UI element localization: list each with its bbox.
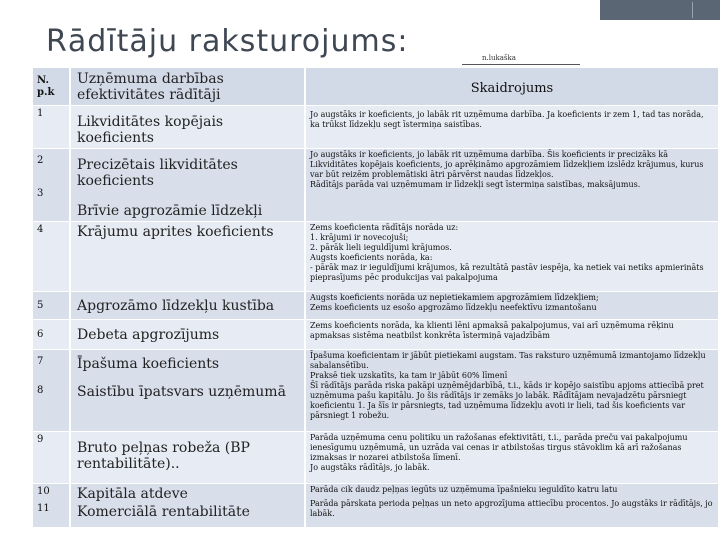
row-indicator-text: Apgrozāmo līdzekļu kustība [77,297,275,314]
row-number [33,149,70,222]
row-explanation-text: Augsts koeficients norāda, ka: [310,253,433,262]
table-row [33,292,719,320]
table-row [33,350,719,432]
table-row [33,149,719,222]
header-explanation: Skaidrojums [305,68,719,106]
row-explanation-text: Praksē tiek uzskatīts, ka tam ir jābūt 60% līmenī [310,371,508,380]
row-explanation-text: Īpašuma koeficientam ir jābūt pietiekami augstam. Tas raksturo uzņēmumā izmantojamo līdzekļu sabalansētību. [310,351,706,370]
row-number-text: 6 [37,329,44,340]
row-explanation [305,292,719,320]
row-indicator-text: Precizētais likviditātes koeficients [77,157,238,189]
row-explanation-text: Jo augstāks rādītājs, jo labāk. [310,463,430,472]
row-indicator [70,350,305,432]
row-explanation [305,350,719,432]
row-explanation [305,106,719,149]
row-explanation-text: Parāda pārskata perioda peļņas un neto apgrozījuma attiecību procentos. Jo augstāks ir rādītājs, jo labāk. [310,499,713,518]
indicators-table [33,68,720,528]
row-explanation [305,484,719,528]
row-explanation-text: 2. pārāk lieli ieguldījumi krājumos. [310,243,452,252]
row-number [33,484,70,528]
row-explanation-text: Šī rādītājs parāda riska pakāpi uzņēmējdarbībā, t.i., kāds ir kopējo saistību apjoms attiecībā pret uzņēmuma pašu kapitālu. Jo šis rādītājs ir zemāks jo labāk. Rādītājam nevajadzētu pārsniegt koeficientu 1. Ja šīs ir pārsniegts, tad uzņēmuma līdzekļu avoti ir lieli, tad šis koeficients var pārsniegt 1 robežu. [310,381,704,420]
row-explanation-text: - pārāk maz ir ieguldījumi krājumos, kā rezultātā pastāv iespēja, ka netiek vai netiks apmierināts pieprasījums pēc produkcijas vai pakalpojuma [310,263,704,282]
row-indicator [70,292,305,320]
row-explanation-text: Parāda uzņēmuma cenu politiku un ražošanas efektivitāti, t.i., parāda preču vai pakalpojumu ienesīgumu uzņēmumā, un uzrāda vai cenas ir atbilstošas tirgus stāvoklim kā arī ražošanas izmaksas ir nozarei atbilstoša līmenī. [310,433,688,462]
row-explanation-text: Zems koeficients norāda, ka klienti lēni apmaksā pakalpojumus, vai arī uzņēmuma rēķinu apmaksas sistēma neatbilst konkrēta īstermiņā vajadzībām [310,321,674,340]
row-explanation-text: Rādītājs parāda vai uzņēmumam ir līdzekļi segt īstermiņa saistības, maksājumus. [310,180,641,189]
row-indicator [70,149,305,222]
header-num [33,68,70,106]
slide-author: n.lukaška [482,54,516,62]
row-number-text: 7 [37,356,44,367]
row-number-text: 9 [37,434,44,445]
row-explanation-text: Zems koeficienta rādītājs norāda uz: [310,223,459,232]
top-bar [0,0,720,20]
row-indicator-text: Saistību īpatsvars uzņēmumā [77,384,286,400]
row-explanation-text: Parāda cik daudz peļņas iegūts uz uzņēmuma īpašnieku ieguldīto katru latu [310,485,618,494]
table-row [33,432,719,484]
row-indicator-text: Kapitāla atdeve [77,486,188,502]
table-row [33,484,719,528]
author-underline [462,64,580,65]
table-header-row [33,68,719,106]
row-number [33,350,70,432]
row-indicator [70,222,305,292]
row-explanation [305,320,719,350]
row-number [33,292,70,320]
row-explanation-text: 1. krājumi ir novecojuši; [310,233,409,242]
row-indicator-text: Debeta apgrozījums [77,326,220,343]
left-margin [0,68,33,498]
row-number-text: 8 [37,385,44,396]
row-number-text: 10 [37,486,50,497]
row-number [33,222,70,292]
row-indicator-text: Krājumu aprites koeficients [77,224,274,240]
row-explanation-text: Jo augstāks ir koeficients, jo labāk rit uzņēmuma darbība. Ja koeficients ir zem 1, tad tas norāda, ka trūkst līdzekļu segt īstermiņa saistības. [310,110,704,129]
table-row [33,320,719,350]
row-explanation-text: Augsts koeficients norāda uz nepietiekamiem apgrozāmiem līdzekļiem; [310,293,599,302]
top-bar-dark [600,0,720,20]
row-number [33,432,70,484]
row-indicator-text: Likviditātes kopējais koeficients [77,114,224,146]
slide-title: Rādītāju raksturojums: [46,24,409,59]
header-indicator-line: efektivitātes rādītāji [77,86,221,103]
row-indicator [70,432,305,484]
top-bar-light [0,0,600,20]
row-indicator-text: Komerciālā rentabilitāte [77,504,250,520]
row-indicator [70,106,305,149]
header-indicator-line: Uzņēmuma darbības [77,70,224,87]
row-number [33,320,70,350]
row-indicator-text: Īpašuma koeficients [77,356,220,372]
row-number-text: 11 [37,503,50,514]
header-indicator [70,68,305,106]
row-explanation-text: Jo augstāks ir koeficients, jo labāk rit uzņēmuma darbība. Šis koeficients ir precizāks kā Likviditātes kopējais koeficients, jo aprēķināmo apgrozāmiem līdzekļiem izslēdz krājumus, kurus var būt reizēm problemātiski ātri pārvērst naudas līdzekļos. [310,150,704,179]
row-indicator-text: Brīvie apgrozāmie līdzekļi [77,203,263,219]
row-number-text: 2 [37,155,44,166]
row-explanation [305,432,719,484]
header-num-line: N. [37,74,49,86]
row-explanation [305,149,719,222]
row-number-text: 4 [37,224,44,235]
row-number-text: 3 [37,188,44,199]
row-indicator [70,484,305,528]
table-row [33,222,719,292]
row-indicator-text: Bruto peļņas robeža (BP rentabilitāte).. [77,440,250,472]
row-number-text: 5 [37,300,44,311]
header-num-line: p.k [37,86,55,98]
table-row [33,106,719,149]
row-explanation [305,222,719,292]
row-explanation-text: Zems koeficients uz esošo apgrozāmo līdzekļu neefektīvu izmantošanu [310,303,597,312]
row-number [33,106,70,149]
row-number-text: 1 [37,108,44,119]
row-indicator [70,320,305,350]
top-bar-divider [692,2,693,18]
